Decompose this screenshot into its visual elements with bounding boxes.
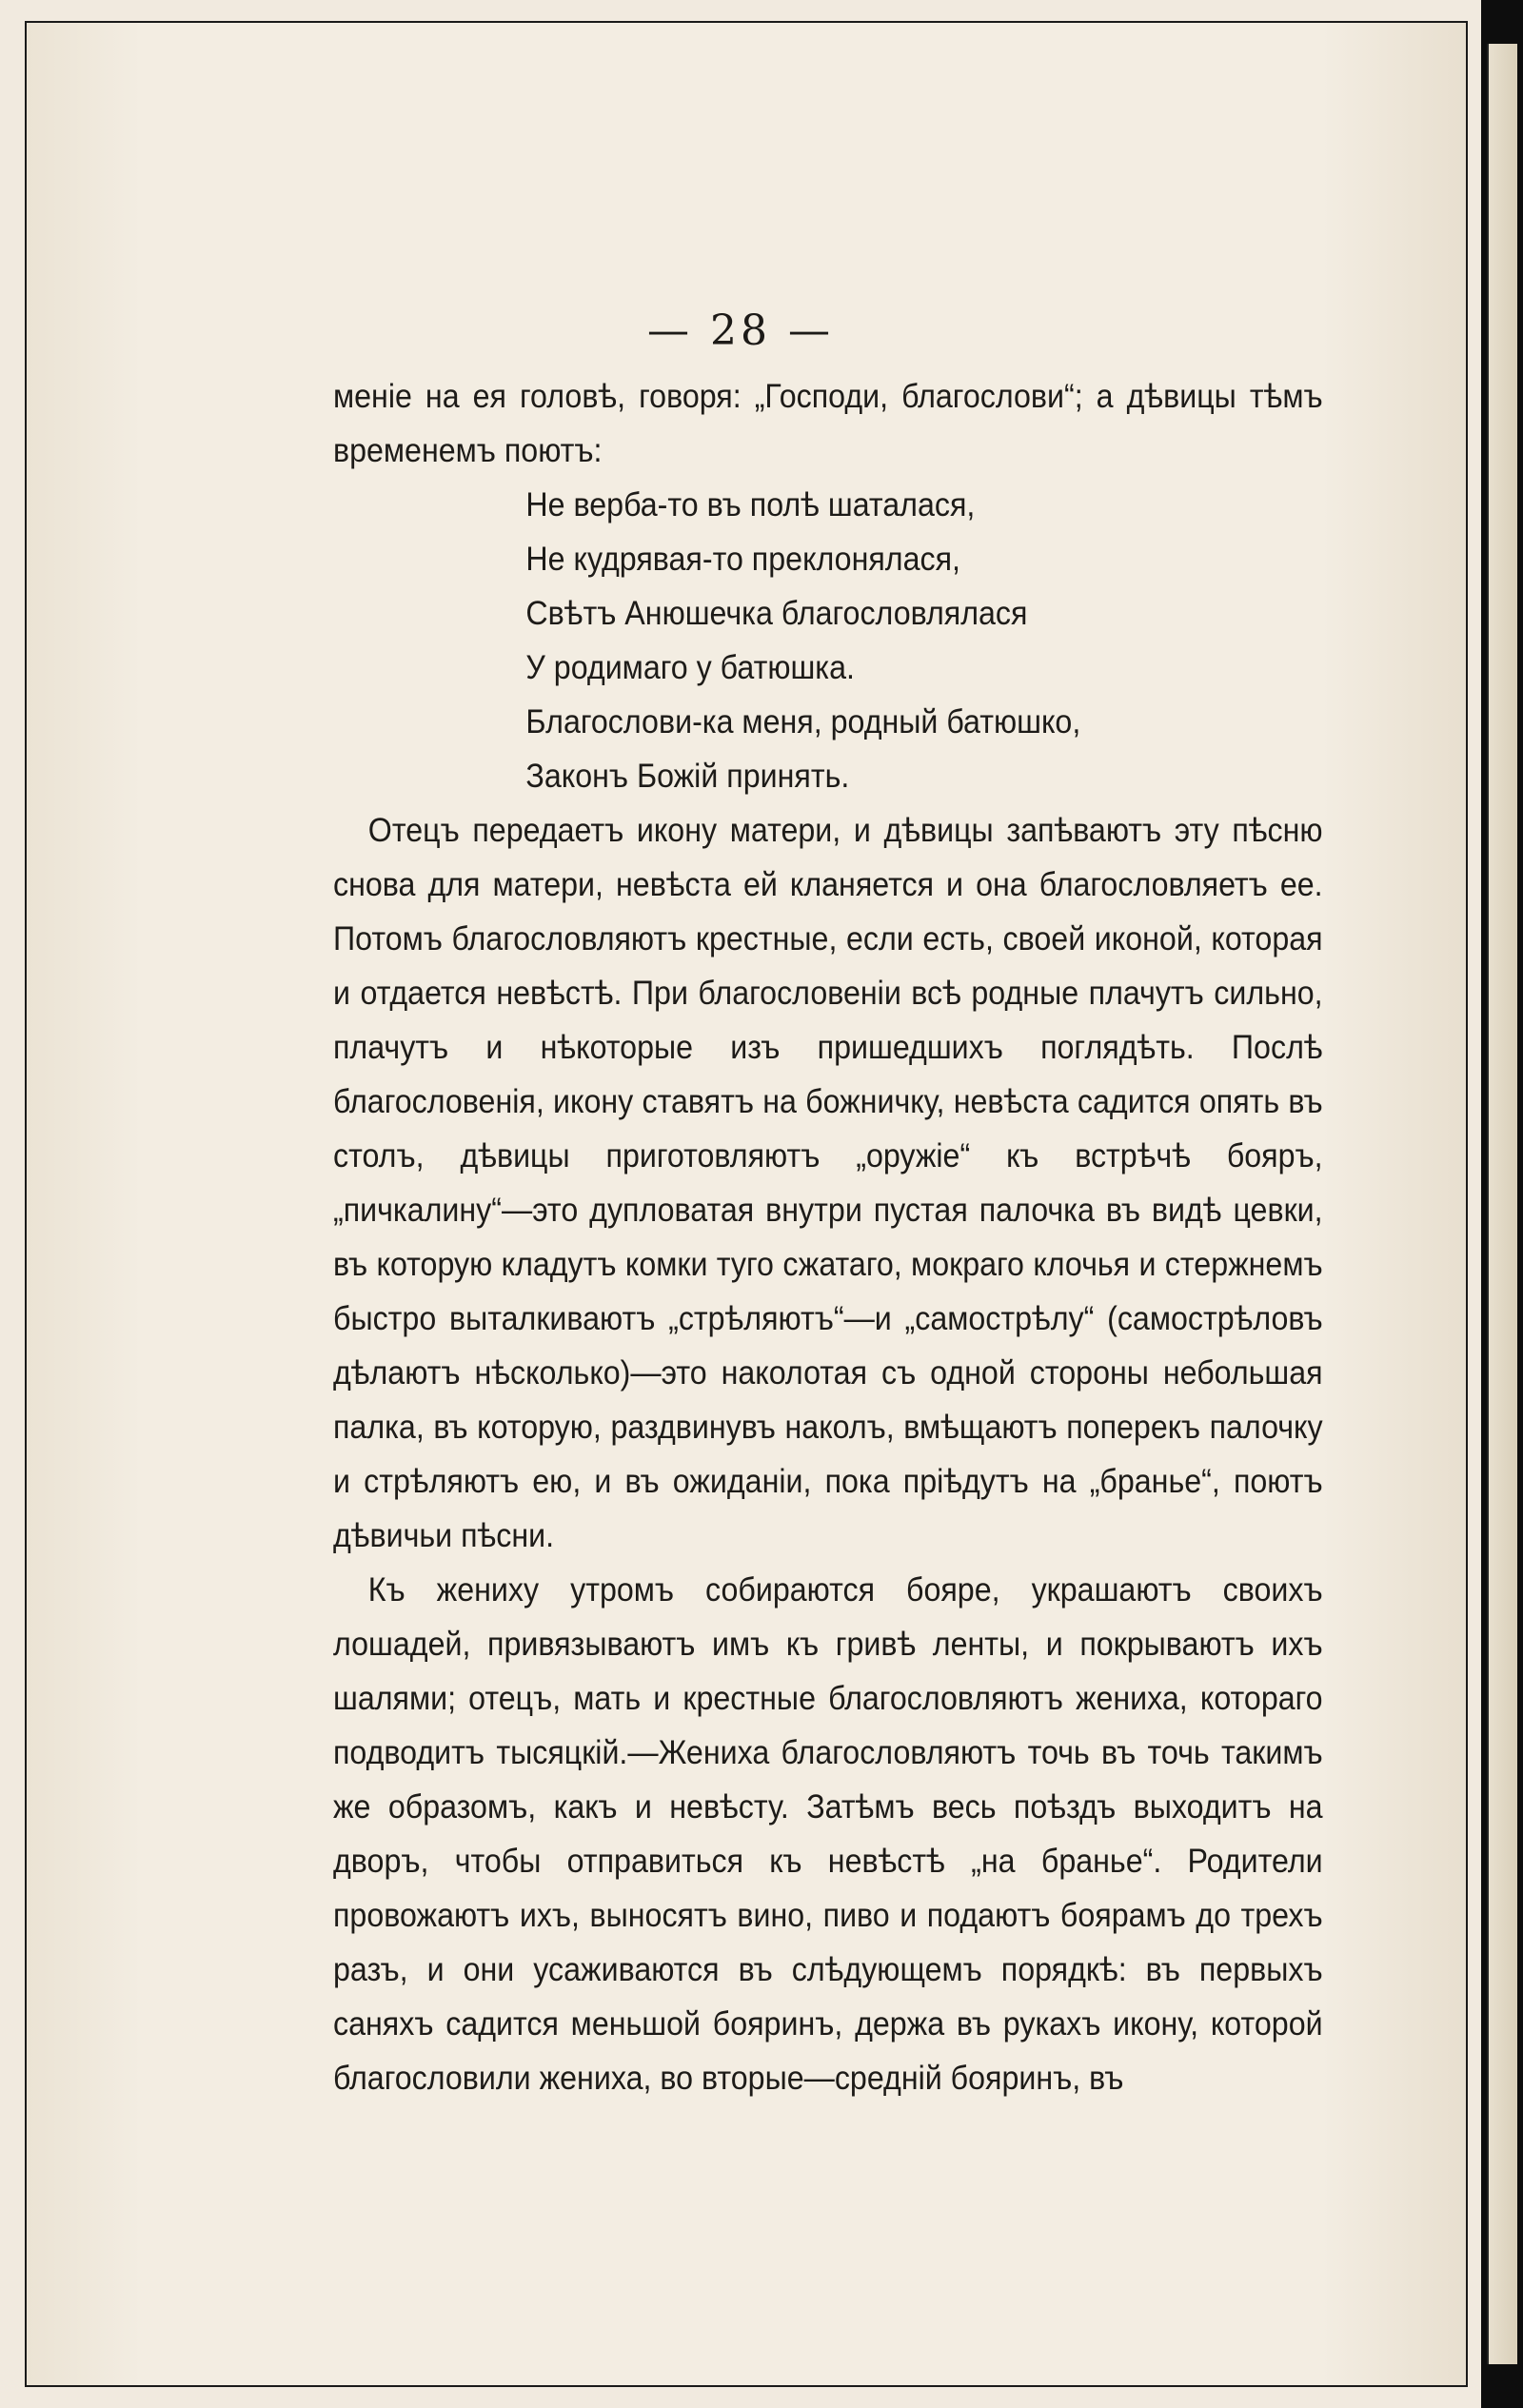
paragraph-3: Къ жениху утромъ собираются бояре, украшаютъ своихъ лошадей, привязываютъ имъ къ гривѣ ленты, и покрываютъ ихъ шалями; отецъ, мать и крестные благословляютъ жениха, котораго подводитъ тысяцкій.—Жениха благословляютъ точь въ точь такимъ же образомъ, какъ и невѣсту. Затѣмъ весь поѣздъ выходитъ на дворъ, чтобы отправиться къ невѣстѣ „на бранье“. Родители провожаютъ ихъ, выносятъ вино, пиво и подаютъ боярамъ до трехъ разъ, и они усаживаются въ слѣдующемъ порядкѣ: въ первыхъ саняхъ садится меньшой бояринъ, держа въ рукахъ икону, которой благословили жениха, во вторые—средній бояринъ, въ (333, 1571, 1323, 2097)
next-page-edge (1487, 44, 1517, 2364)
poem-line-2: Не кудрявая-то преклонялася, (525, 541, 960, 578)
poem-line-5: Благослови-ка меня, родный батюшко, (525, 703, 1081, 740)
poem-line-4: У родимаго у батюшка. (525, 649, 855, 686)
poem-line-6: Законъ Божій принять. (525, 758, 850, 795)
poem-line-1: Не верба-то въ полѣ шаталася, (525, 486, 976, 523)
paragraph-2: Отецъ передаетъ икону матери, и дѣвицы запѣваютъ эту пѣсню снова для матери, невѣста ей кланяется и она благословляетъ ее. Потомъ благословляютъ крестные, если есть, своей иконой, которая и отдается невѣстѣ. При благословеніи всѣ родные плачутъ сильно, плачутъ и нѣкоторые изъ пришедшихъ поглядѣть. Послѣ благословенія, икону ставятъ на божничку, невѣста садится опять въ столъ, дѣвицы приготовляютъ „оружіе“ къ встрѣчѣ бояръ, „пичкалину“—это дупловатая внутри пустая палочка въ видѣ цевки, въ которую кладутъ комки туго сжатаго, мокраго клочья и стержнемъ быстро выталкиваютъ „стрѣляютъ“—и „самострѣлу“ (самострѣловъ дѣлаютъ нѣсколько)—это наколотая съ одной стороны небольшая палка, въ которую, раздвинувъ наколъ, вмѣщаютъ поперекъ палочку и стрѣляютъ ею, и въ ожиданіи, пока пріѣдутъ на „бранье“, поютъ дѣвичьи пѣсни. (333, 812, 1323, 1554)
page-number: — 28 — (647, 306, 834, 355)
paragraph-1: меніе на ея головѣ, говоря: „Господи, благослови“; а дѣвицы тѣмъ временемъ поютъ: (333, 378, 1323, 469)
body-text (333, 369, 1323, 2105)
poem (525, 478, 1243, 803)
poem-line-3: Свѣтъ Анюшечка благословлялася (525, 595, 1028, 632)
